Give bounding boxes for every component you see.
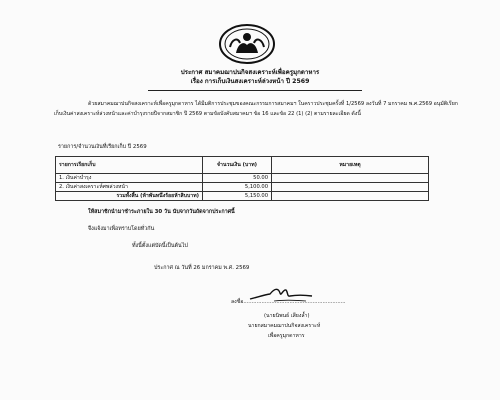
total-label: รวมทั้งสิ้น (ห้าพันหนึ่งร้อยห้าสิบบาท) [56,192,203,201]
row-amount: 50.00 [203,174,272,183]
col-header-note: หมายเหตุ [272,157,429,174]
signer-organization: เพื่อครูมุกดาหาร [268,333,305,339]
intro-text: ด้วยสมาคมฌาปนกิจสงเคราะห์เพื่อครูมุกดาหาร ได้มีมติการประชุมของคณะกรรมการสมาคมฯ ในคราวประชุมครั้งที่ 1/2569 ลงวันที่ 7 มกราคม พ.ศ.2569 อนุมัติเรียกเก็บเงินค่าสงเคราะห์ล่วงหน้าและค่าบำรุงรายปีจากสมาชิก ปี 2569 ตามข้อบังคับสมาคมฯ ข้อ 16 และข้อ 22 (1) (2) ตามรายละเอียด ดังนี้ [54,101,458,117]
row-item: 1. เงินค่าบำรุง [56,174,203,183]
table-total-row [56,192,429,201]
row-note [272,183,429,192]
effective-text: ทั้งนี้ตั้งแต่บัดนี้เป็นต้นไป [132,243,188,249]
row-amount: 5,100.00 [203,183,272,192]
announcement-date: ประกาศ ณ วันที่ 26 มกราคม พ.ศ. 2569 [154,265,250,271]
row-item: 2. เงินค่าสงเคราะห์ศพล่วงหน้า [56,183,203,192]
signer-name: (นายนิพนธ์ เสียงล้ำ) [264,313,310,319]
col-header-amount: จำนวนเงิน (บาท) [203,157,272,174]
total-note [272,192,429,201]
table-row [56,183,429,192]
signature-line: ลงชื่อ.............................................................. [231,299,346,305]
association-logo-icon [218,23,276,65]
inform-text: จึงแจ้งมาเพื่อทราบโดยทั่วกัน [88,226,155,232]
signer-position: นายกสมาคมฌาปนกิจสงเคราะห์ [248,323,321,329]
col-header-item: รายการเรียกเก็บ [56,157,203,174]
table-header-row [56,157,429,174]
list-heading: รายการ/จำนวนเงินที่เรียกเก็บ ปี 2569 [58,144,147,150]
total-amount: 5,150.00 [203,192,272,201]
row-note [272,174,429,183]
table-row [56,174,429,183]
document-title: ประกาศ สมาคมฌาปนกิจสงเคราะห์เพื่อครูมุกดาหาร [180,69,320,76]
payment-deadline: ให้สมาชิกนำมาชำระภายใน 30 วัน นับจากวันถัดจากประกาศนี้ [88,209,235,215]
document-subject: เรื่อง การเก็บเงินสงเคราะห์ล่วงหน้า ปี 2569 [190,78,310,85]
fee-table [55,156,429,201]
title-divider [148,90,362,91]
intro-paragraph [54,99,462,119]
